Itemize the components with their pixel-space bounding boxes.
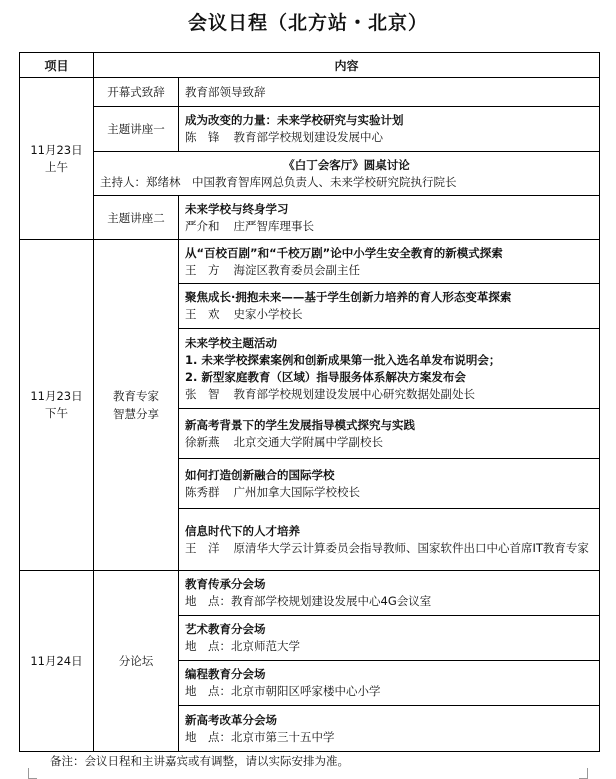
page-corner-mark-left (28, 768, 37, 779)
speaker-role: 庄严智库理事长 (233, 218, 314, 233)
talk-title: 信息时代下的人才培养 (185, 523, 300, 538)
forum-title: 《白丁会客厅》圆桌讨论 (283, 157, 410, 172)
speaker-role: 广州加拿大国际学校校长 (233, 484, 360, 499)
period-text: 上午 (45, 159, 68, 174)
item-opening: 开幕式致辞 (94, 78, 179, 107)
talk-title: 如何打造创新融合的国际学校 (185, 467, 335, 482)
content-keynote1 (179, 107, 600, 152)
speaker-line (185, 306, 593, 323)
session-location: 地 点：北京师范大学 (185, 639, 300, 653)
speaker-line (185, 484, 593, 501)
content-talk (179, 509, 600, 571)
footnote: 备注：会议日程和主讲嘉宾或有调整，请以实际安排为准。 (50, 754, 349, 768)
speaker-line (185, 540, 593, 557)
speaker-name: 王 洋 (185, 540, 220, 555)
item-sub-forum: 分论坛 (94, 571, 179, 752)
item-label-line1: 教育专家 (113, 389, 159, 403)
speaker-role: 教育部学校规划建设发展中心 (233, 130, 383, 144)
item-expert-sharing (94, 240, 179, 571)
speaker-role: 原清华大学云计算委员会指导教师、国家软件出口中心首席IT教育专家 (233, 540, 589, 555)
speaker-role: 史家小学校长 (233, 307, 303, 321)
date-cell-pm (20, 240, 94, 571)
speaker-name: 王 欢 (185, 307, 220, 321)
talk-title: 未来学校与终身学习 (185, 201, 289, 216)
page-title: 会议日程（北方站・北京） (187, 12, 428, 34)
header-content: 内容 (94, 53, 600, 78)
speaker-line (185, 386, 593, 403)
header-item: 项目 (20, 53, 94, 78)
table-row (20, 152, 600, 196)
speaker-name: 严介和 (185, 218, 220, 233)
content-opening: 教育部领导致辞 (179, 78, 600, 107)
session-title: 教育传承分会场 (185, 577, 266, 591)
content-talk (179, 409, 600, 459)
content-forum (94, 152, 600, 196)
content-talk (179, 459, 600, 509)
speaker-name: 王 方 (185, 262, 220, 277)
date-text: 11月23日 (30, 142, 83, 157)
speaker-line (185, 434, 593, 451)
speaker-line (185, 218, 593, 235)
date-cell-24: 11月24日 (20, 571, 94, 752)
talk-title: 成为改变的力量：未来学校研究与实验计划 (185, 113, 404, 127)
session-location: 地 点：北京市第三十五中学 (185, 729, 335, 744)
table-header-row (20, 53, 600, 78)
session-title: 新高考改革分会场 (185, 712, 277, 727)
speaker-name: 张 智 (185, 386, 220, 401)
date-text: 11月23日 (30, 389, 83, 403)
page-corner-mark-right (579, 768, 588, 779)
content-talk (179, 284, 600, 329)
speaker-name: 陈 锋 (185, 130, 220, 144)
talk-title: 新高考背景下的学生发展指导模式探究与实践 (185, 417, 415, 432)
schedule-table (19, 52, 600, 752)
speaker-line (185, 129, 593, 146)
session-location: 地 点：北京市朝阳区呼家楼中心小学 (185, 684, 381, 698)
forum-host: 主持人：郑绪林 中国教育智库网总负责人、未来学校研究院执行院长 (100, 174, 457, 189)
table-row (20, 78, 600, 107)
speaker-line (185, 262, 593, 279)
talk-title: 从“百校百剧”和“千校万剧”论中小学生安全教育的新模式探索 (185, 245, 503, 260)
period-text: 下午 (45, 406, 68, 420)
talk-title: 聚焦成长·拥抱未来——基于学生创新力培养的育人形态变革探索 (185, 290, 512, 304)
talk-subitem: 2. 新型家庭教育（区域）指导服务体系解决方案发布会 (185, 369, 466, 384)
content-talk (179, 329, 600, 409)
table-row (20, 571, 600, 616)
content-session (179, 616, 600, 661)
speaker-name: 徐新燕 (185, 434, 220, 449)
item-keynote1: 主题讲座一 (94, 107, 179, 152)
speaker-name: 陈秀群 (185, 484, 220, 499)
content-session (179, 706, 600, 752)
speaker-role: 教育部学校规划建设发展中心研究数据处副处长 (233, 386, 475, 401)
session-location: 地 点：教育部学校规划建设发展中心4G会议室 (185, 594, 432, 608)
talk-title: 未来学校主题活动 (185, 335, 277, 350)
item-keynote2: 主题讲座二 (94, 196, 179, 240)
session-title: 艺术教育分会场 (185, 622, 266, 636)
talk-subitem: 1. 未来学校探索案例和创新成果第一批入选名单发布说明会； (185, 352, 501, 367)
table-row (20, 107, 600, 152)
speaker-role: 北京交通大学附属中学副校长 (233, 434, 383, 449)
content-talk (179, 240, 600, 284)
date-cell-am (20, 78, 94, 240)
session-title: 编程教育分会场 (185, 667, 266, 681)
table-row (20, 240, 600, 284)
content-session (179, 661, 600, 706)
speaker-role: 海淀区教育委员会副主任 (233, 262, 360, 277)
item-label-line2: 智慧分享 (113, 407, 159, 421)
content-keynote2 (179, 196, 600, 240)
content-session (179, 571, 600, 616)
table-row (20, 196, 600, 240)
